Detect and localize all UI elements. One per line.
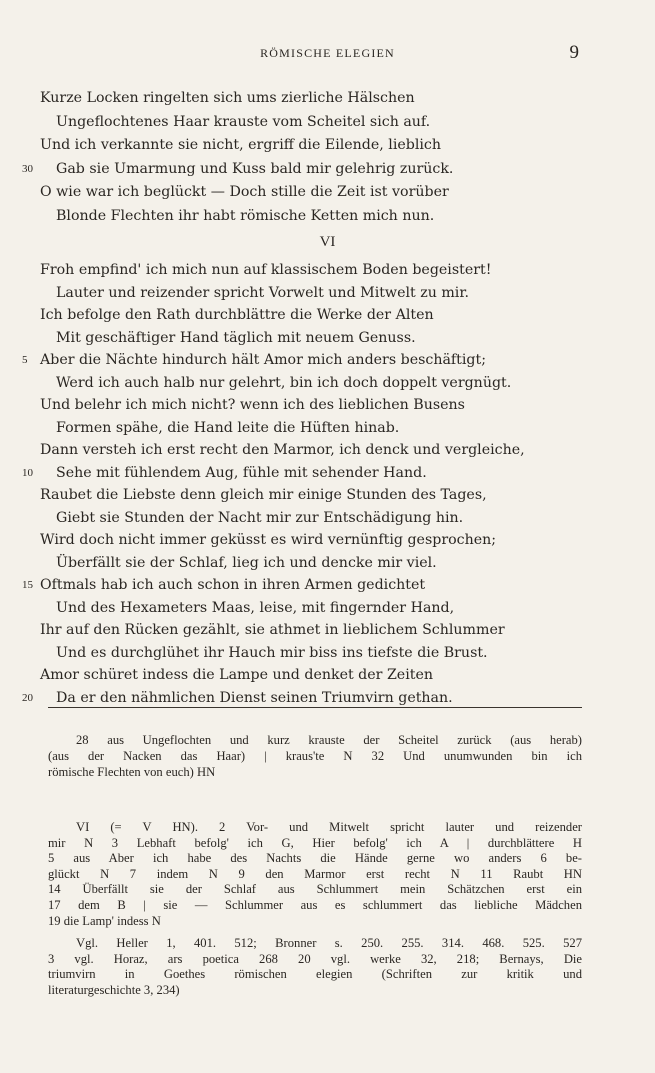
verse-line-hexameter: O wie war ich beglückt — Doch stille die Zeit ist vorüber [40,184,449,201]
note-line: VI (= V HN). 2 Vor- und Mitwelt spricht lauter und reizender [76,820,582,834]
note-line: glückt N 7 indem N 9 den Marmor erst recht N 11 Raubt HN [48,866,582,881]
verse-line-hexameter: Wird doch nicht immer geküsst es wird vernünftig gesprochen; [40,532,497,548]
line-number: 10 [22,466,33,479]
verse-line-hexameter: Ich befolge den Rath durchblättre die Werke der Alten [40,307,434,323]
page-number: 9 [569,42,579,63]
note-line: 3 vgl. Horaz, ars poetica 268 20 vgl. werke 32, 218; Bernays, Die [48,951,582,966]
page-header [0,44,655,66]
line-number: 5 [22,354,28,366]
verse-line-hexameter: Aber die Nächte hindurch hält Amor mich anders beschäftigt; [40,352,486,368]
verse-line-hexameter: Amor schüret indess die Lampe und denket der Zeiten [40,667,433,683]
verse-line-pentameter: Sehe mit fühlendem Aug, fühle mit sehender Hand. [56,464,427,481]
verse-line-hexameter: Dann versteh ich erst recht den Marmor, ich denck und vergleiche, [40,442,525,458]
verse-line-pentameter: Gab sie Umarmung und Kuss bald mir gelehrig zurück. [56,160,454,177]
verse-line-pentameter: Da er den nähmlichen Dienst seinen Triumvirn gethan. [56,689,453,706]
verse-line-pentameter: Formen spähe, die Hand leite die Hüften hinab. [56,419,400,436]
note-line: 19 die Lamp' indess N [48,913,161,928]
note-line: (aus der Nacken das Haar) | kraus'te N 32 Und unumwunden bin ich [48,748,582,763]
verse-line-hexameter: Froh empfind' ich mich nun auf klassischem Boden begeistert! [40,262,492,278]
line-number: 30 [22,162,33,175]
note-line: 14 Überfällt sie der Schlaf aus Schlummert mein Schätzchen erst ein [48,882,582,897]
verse-line-hexameter: Ihr auf den Rücken gezählt, sie athmet in lieblichem Schlummer [40,622,505,638]
note-line: römische Flechten von euch) HN [48,764,216,779]
note-line: 17 dem B | sie — Schlummer aus es schlummert das liebliche Mädchen [48,898,582,912]
verse-line-pentameter: Werd ich auch halb nur gelehrt, bin ich doch doppelt vergnügt. [56,374,512,391]
verse-line-pentameter: Mit geschäftiger Hand täglich mit neuem Genuss. [56,329,416,346]
note-line: literaturgeschichte 3, 234) [48,982,180,997]
line-number: 15 [22,579,33,591]
note-line: 28 aus Ungeflochten und kurz krauste der Scheitel zurück (aus herab) [76,733,582,747]
verse-line-hexameter: Raubet die Liebste denn gleich mir einige Stunden des Tages, [40,487,487,503]
verse-line-pentameter: Und es durchglühet ihr Hauch mir biss ins tiefste die Brust. [56,644,488,661]
verse-line-hexameter: Kurze Locken ringelten sich ums zierliche Hälschen [40,90,415,106]
verse-line-pentameter: Giebt sie Stunden der Nacht mir zur Entschädigung hin. [56,509,464,526]
verse-line-pentameter: Ungeflochtenes Haar krauste vom Scheitel sich auf. [56,113,431,130]
verse-line-hexameter: Und belehr ich mich nicht? wenn ich des lieblichen Busens [40,397,465,413]
verse-line-hexameter: Oftmals hab ich auch schon in ihren Armen gedichtet [40,577,426,593]
verse-line-hexameter: Und ich verkannte sie nicht, ergriff die Eilende, lieblich [40,137,442,154]
note-line: triumvirn in Goethes römischen elegien (Schriften zur kritik und [48,967,582,982]
note-line: 5 aus Aber ich habe des Nachts die Hände gerne wo anders 6 be- [48,851,582,866]
verse-line-pentameter: Überfällt sie der Schlaf, lieg ich und dencke mir viel. [56,554,437,571]
note-line: Vgl. Heller 1, 401. 512; Bronner s. 250. 255. 314. 468. 525. 527 [76,936,582,950]
verse-line-pentameter: Lauter und reizender spricht Vorwelt und Mitwelt zu mir. [56,284,470,301]
running-title: RÖMISCHE ELEGIEN [260,46,395,60]
line-number: 20 [22,691,33,704]
verse-line-pentameter: Blonde Flechten ihr habt römische Ketten mich nun. [56,208,435,224]
section-heading: VI [319,234,336,250]
footnote-divider [48,707,582,708]
note-line: mir N 3 Lebhaft befolg' ich G, Hier befolg' ich A | durchblättere H [48,835,582,850]
verse-line-pentameter: Und des Hexameters Maas, leise, mit fingernder Hand, [56,599,455,616]
